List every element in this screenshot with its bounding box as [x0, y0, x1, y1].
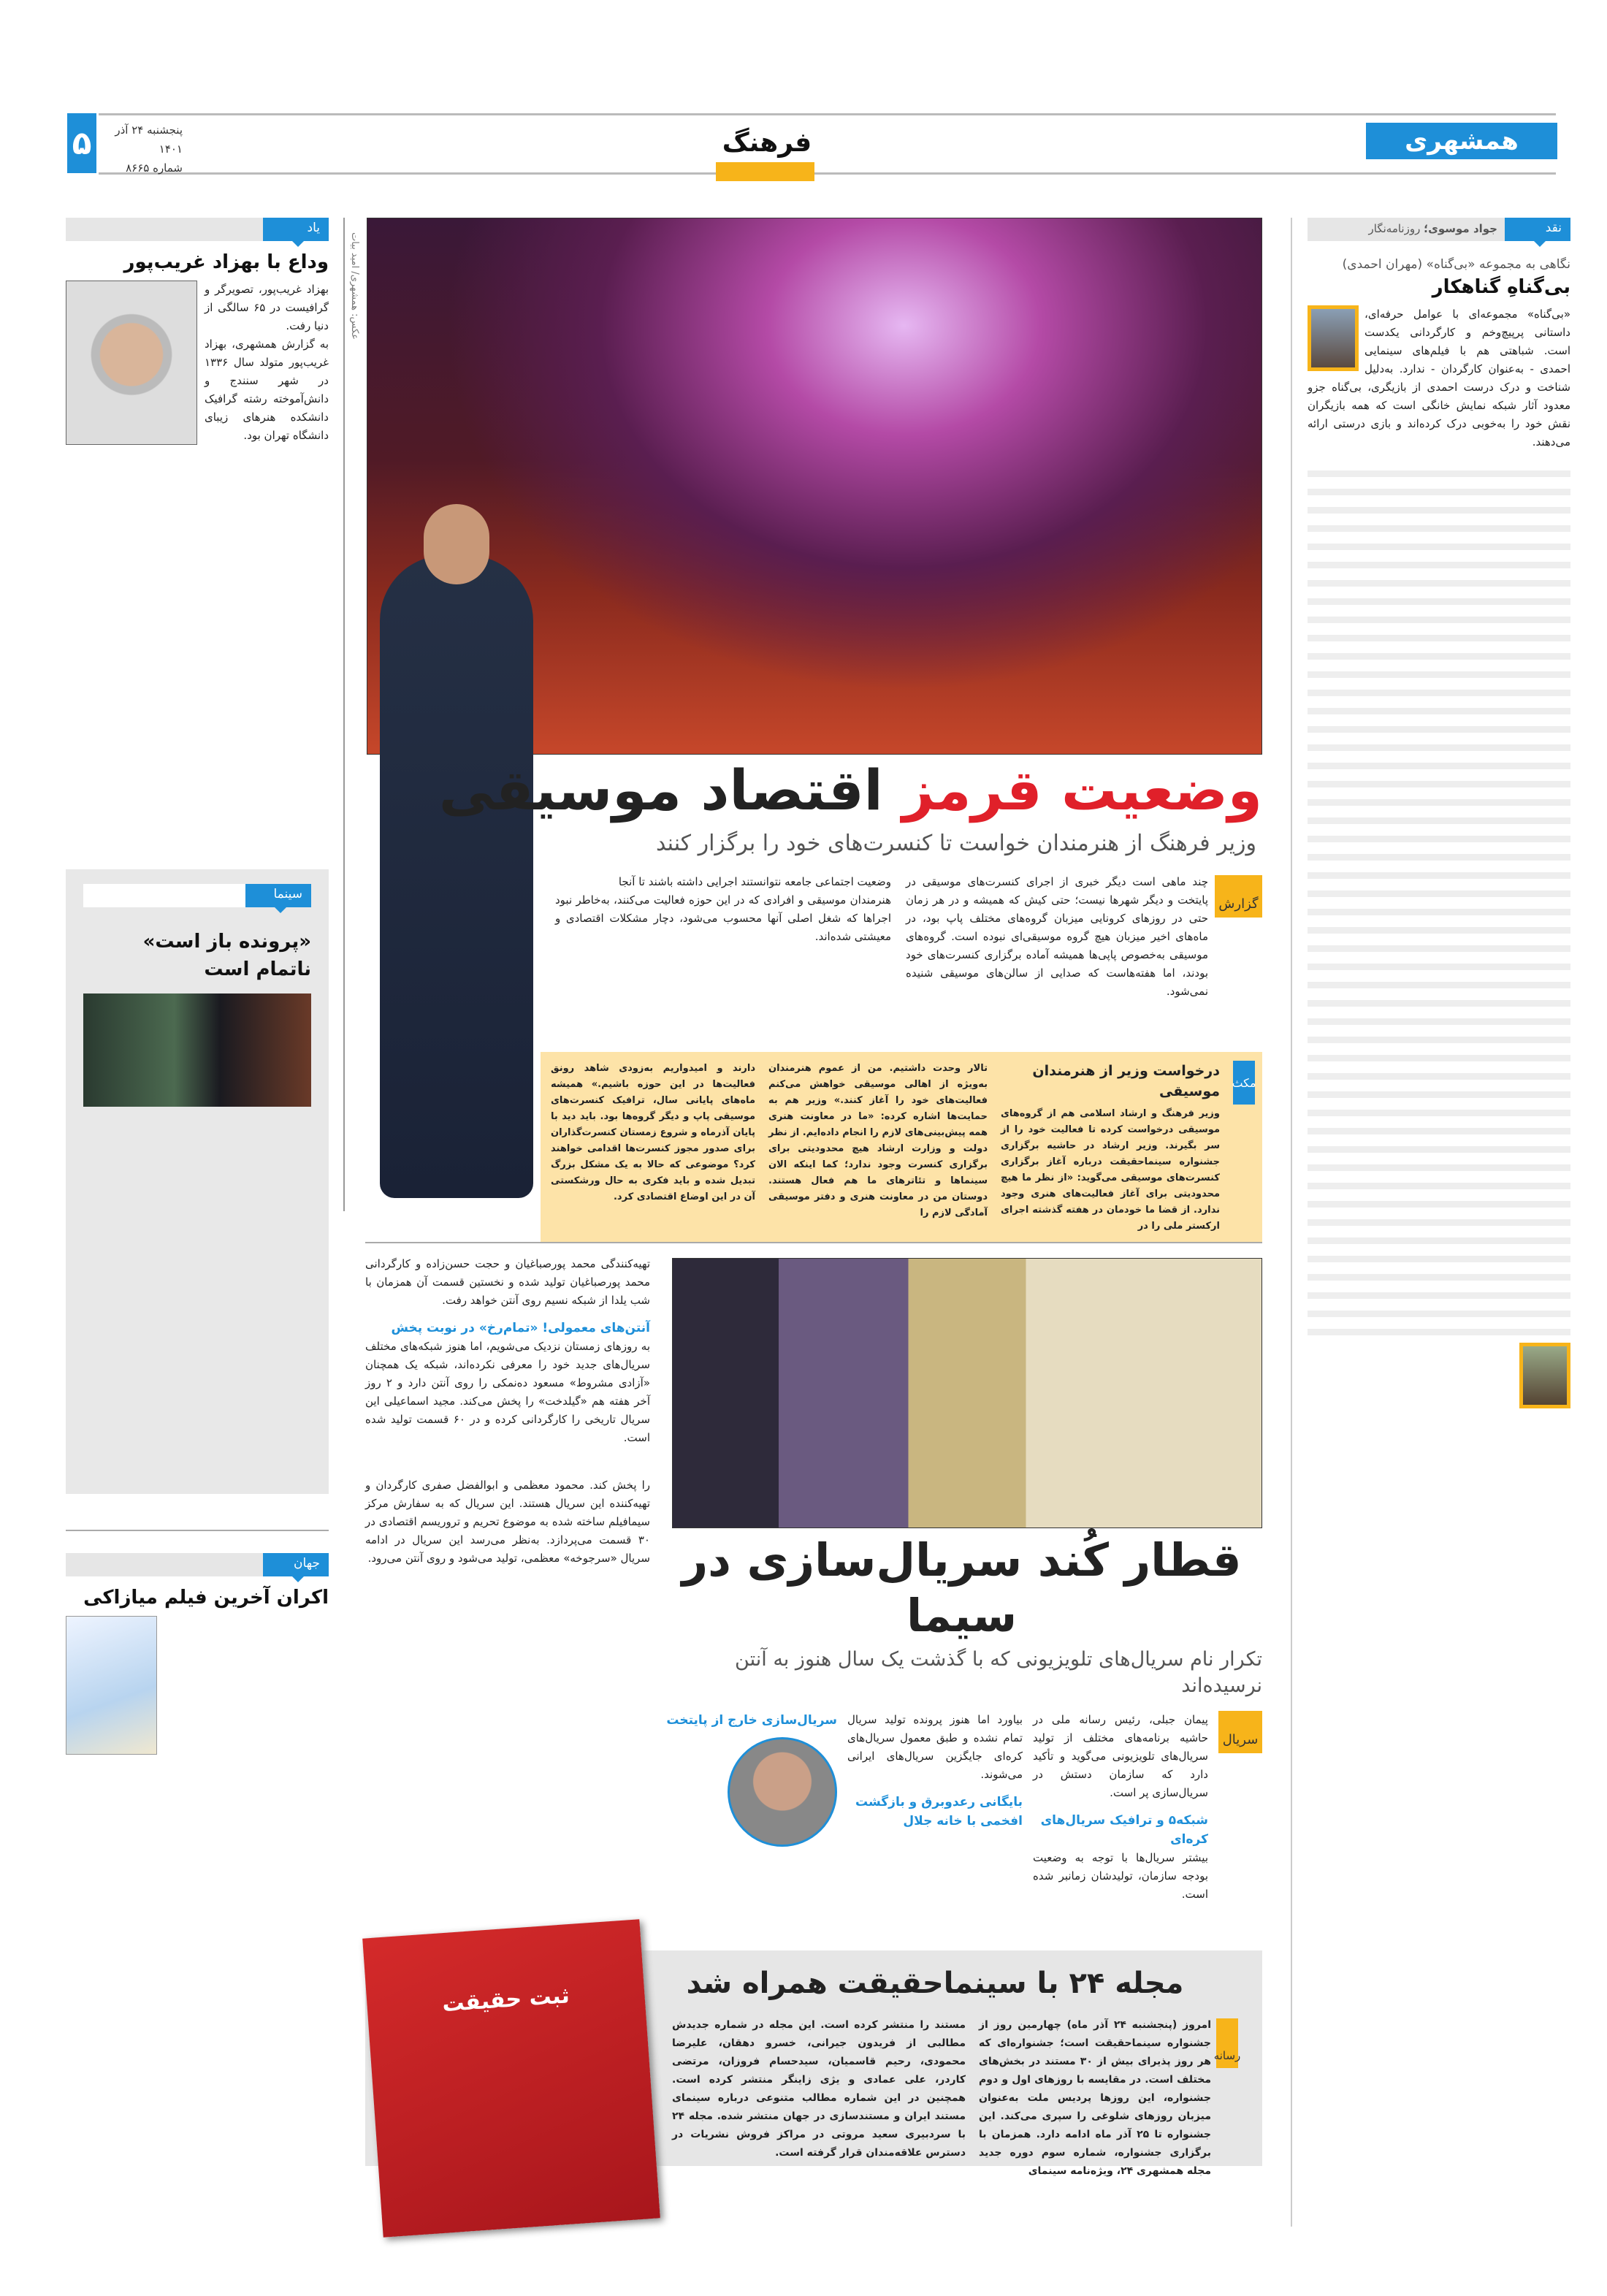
column-divider-left — [343, 218, 345, 1211]
header-rule-top — [99, 113, 1556, 115]
header-rule-bottom — [99, 172, 1556, 175]
headline-red: وضعیت قرمز — [902, 758, 1262, 823]
box-col-1: وزیر فرهنگ و ارشاد اسلامی هم از گروه‌های موسیقی درخواست کرده تا فعالیت خود را از سر بگیرند. وزیر ارشاد در حاشیه برگزاری جشنواره سینماحقیقت درباره آغاز برگزاری کنسرت‌های موسیقی می‌گوید: «از نظر ما هیچ محدودیتی برای آغاز فعالیت‌های هنری وجود ندارد. از قضا ما خودمان در هفته گذشته اجرای ارکستر ملی را در — [1001, 1108, 1220, 1232]
serial-subtitle: تکرار نام سریال‌های تلویزیونی که با گذشت یک سال هنوز به آنتن نرسیده‌اند — [735, 1648, 1262, 1697]
serial-right-col — [1033, 1711, 1208, 1904]
actor-photo — [1519, 1343, 1570, 1408]
magazine-cover — [362, 1919, 660, 2238]
serial-headline: قطار کُند سریال‌سازی در سیما — [682, 1533, 1242, 1642]
serial-left-p3: را پخش کند. محمود معظمی و ابوالفضل صفری کارگردان و تهیه‌کننده این سریال هستند. این سریال که به سفارش مرکز سیمافیلم ساخته شده به موضوع تحریم و تروریسم اقتصادی در ۳۰ قسمت می‌پردازد. به‌نظر می‌رسد این سریال در ادامه سریال «سرجوخه» معظمی، تولید می‌شود و روی آنتن می‌رود. — [365, 1479, 650, 1565]
byline-role: روزنامه‌نگار — [1368, 222, 1421, 235]
director-photo — [728, 1737, 837, 1847]
lead-col-2 — [555, 873, 891, 946]
obituary — [66, 218, 329, 445]
lead-p3: وضعیت اجتماعی جامعه نتوانستند اجرایی داشته باشند تا آنجا — [618, 875, 891, 888]
review-body-continued — [1308, 459, 1570, 1335]
serial-left-col — [365, 1255, 650, 1568]
author-photo — [1308, 305, 1359, 371]
serial-story — [661, 1533, 1262, 1904]
page-number: ۵ — [67, 113, 96, 173]
miyazaki-poster — [66, 1616, 157, 1755]
newspaper-logo: همشهری — [1366, 123, 1557, 159]
cinema-box — [66, 869, 329, 1494]
lead-subtitle: وزیر فرهنگ از هنرمندان خواست تا کنسرت‌های خود را برگزار کنند — [655, 831, 1256, 856]
review-kicker-bar — [1308, 218, 1570, 241]
photo-credit: عکس: همشهری/ امید بیات — [349, 232, 360, 340]
serial-photo — [672, 1258, 1262, 1528]
subhead-network5: شبکه۵ و ترافیک سریال‌های کره‌ای — [1040, 1813, 1208, 1847]
cinema-title: «پرونده باز است» ناتمام است — [142, 931, 311, 980]
obit-title: وداع با بهزاد غریب‌پور — [123, 251, 329, 273]
obit-kicker-bar — [66, 218, 329, 241]
issue-info — [102, 121, 183, 178]
world-kicker-bar — [66, 1553, 329, 1576]
byline — [1362, 218, 1505, 241]
lead-headline — [439, 754, 1262, 827]
cinema-kicker-bar — [83, 884, 311, 907]
box-title: درخواست وزیر از هنرمندان موسیقی — [1032, 1063, 1220, 1099]
cover-title: ثبت حقیقت — [441, 1983, 570, 2018]
column-divider-right — [1291, 218, 1292, 2227]
box-col-3: دارند و امیدواریم به‌زودی شاهد رونق فعالیت‌ها در این حوزه باشیم.» همیشه ماه‌های پایانی سال، ترافیک کنسرت‌های موسیقی پاپ و دیگر گروه‌ها بود. باید دید با پایان آذرماه و شروع زمستان کنسرت‌گذاران برای صدور مجوز کنسرت‌ها اقدامی خواهند کرد؟ موضوعی که حالا به یک مشکل بزرگ تبدیل شده و باید فکری به حال ورشکستی آن در این اوضاع اقتصادی کرد. — [551, 1063, 755, 1202]
world-title: اکران آخرین فیلم میازاکی — [83, 1587, 329, 1609]
story-divider — [365, 1242, 1262, 1243]
magazine-col-1: امروز (پنجشنبه ۲۴ آذر ماه) چهارمین روز از جشنواره سینماحقیقت است؛ جشنواره‌ای که هر روز پذیرای بیش از ۳۰ مستند در بخش‌های مختلف است. در مقایسه با روزهای اول و دوم جشنواره، این روزها پردیس ملت به‌عنوان میزبان روزهای شلوغی را سپری می‌کند. این جشنواره تا ۲۵ آذر ماه ادامه دارد. همزمان با برگزاری جشنواره، شماره سوم دوره جدید مجله همشهری ۲۴، ویژه‌نامه سینمای — [979, 2019, 1212, 2177]
serial-columns — [661, 1711, 1262, 1904]
report-tag: گزارش — [1215, 875, 1262, 918]
magazine-headline: مجله ۲۴ با سینماحقیقت همراه شد — [686, 1967, 1184, 2000]
minister-head — [424, 504, 489, 584]
cinema-photo — [83, 993, 311, 1107]
serial-tag: سریال — [1218, 1711, 1262, 1753]
issue-date: پنجشنبه ۲۴ آذر ۱۴۰۱ — [115, 123, 183, 156]
sidebar-box — [541, 1052, 1262, 1243]
review-body: «بی‌گناه» مجموعه‌ای با عوامل حرفه‌ای، داستانی پرپیچ‌وخم و کارگردانی یکدست است. شباهتی هم با فیلم‌های سینمایی احمدی - به‌عنوان کارگردان - ندارد. به‌دلیل شناخت و درک درست احمدی از بازیگری، بی‌گناه جزو معدود آثار شبکه نمایش خانگی است که همه بازیگران نقش خود را به‌خوبی درک کرده‌اند و بازی درستی ارائه می‌دهند. — [1308, 308, 1570, 449]
byline-name: جواد موسوی؛ — [1424, 222, 1497, 235]
serial-left-p2: به روزهای زمستان نزدیک می‌شویم، اما هنوز شبکه‌های مختلف سریال‌های جدید خود را معرفی نکرده‌اند، شبکه یک همچنان «آزادی مشروط» مسعود ده‌نمکی را روی آنتن دارد و ۲ روز آخر هفته هم «گیلدخت» را پخش می‌کند. مجید اسماعیلی این سریال تاریخی را کارگردانی کرده و در ۶۰ قسمت تولید شده است. — [365, 1340, 651, 1444]
magazine-tag: رسانه — [1216, 2018, 1238, 2068]
lead-p2: هنرمندان موسیقی و افرادی که در این حوزه فعالیت می‌کنند، به‌خاطر نبود اجراها که شغل اصلی آنها محسوب می‌شود، دچار مشکلات اقتصادی و معیشتی شده‌اند. — [555, 893, 891, 943]
review-kicker: نگاهی به مجموعه «بی‌گناه» (مهران احمدی) — [1342, 257, 1570, 272]
world-article — [66, 1553, 329, 1755]
subhead-outside: سریال‌سازی خارج از پایتخت — [666, 1713, 837, 1728]
headline-black: اقتصاد موسیقی — [438, 758, 883, 823]
box-col-2: تالار وحدت داشتیم. من از عموم هنرمندان به‌ویژه از اهالی موسیقی خواهش می‌کنم فعالیت‌های خود را آغاز کنند.» وزیر هم به حمایت‌ها اشاره کرده: «ما در معاونت هنری همه پیش‌بینی‌های لازم را انجام داده‌ایم. از نظر دولت و وزارت ارشاد هیچ محدودیتی برای برگزاری کنسرت وجود ندارد؛ کما اینکه الان سینماها و تئاترهای ما هم فعال هستند. دوستان من در معاونت هنری و دفتر موسیقی آمادگی لازم را — [768, 1063, 988, 1218]
review-article — [1308, 218, 1570, 1408]
minister-figure — [380, 555, 533, 1198]
lead-col-1 — [906, 873, 1208, 1001]
box-col-1-wrap — [1001, 1061, 1220, 1235]
obit-lead: بهزاد غریب‌پور، تصویرگر و گرافیست در ۶۵ سالگی از دنیا رفت. — [205, 283, 329, 332]
lead-p1: چند ماهی است دیگر خبری از اجرای کنسرت‌های موسیقی در پایتخت و دیگر شهرها نیست؛ حتی کیش که همیشه و در هر زمان حتی در روزهای کرونایی میزبان گروه‌های مختلف پاپ بود، در ماه‌های اخیر میزبان هیچ گروه موسیقی‌ای نبوده است. گروه‌های موسیقی به‌خصوص پاپی‌ها همیشه آماده برگزاری کنسرت‌های خود بودند، اما هفته‌هاست که صدایی از سالن‌های موسیقی شنیده نمی‌شود. — [906, 875, 1208, 998]
review-tag: نقد — [1505, 218, 1570, 241]
subhead-antenna: آنتن‌های معمولی! «تمام‌رخ» در نوبت پخش — [391, 1321, 650, 1335]
obit-tag: یاد — [263, 218, 329, 241]
serial-intro: پیمان جبلی، رئیس رسانه ملی در حاشیه برنامه‌های مختلف از تولید سریال‌های تلویزیونی می‌گوید و تأکید دارد که سازمان دستش در سریال‌سازی پر است. — [1033, 1713, 1208, 1799]
obit-body: به گزارش همشهری، بهزاد غریب‌پور متولد سال ۱۳۳۶ در شهر سنندج و دانش‌آموخته رشته گرافیک دانشکده هنرهای زیبای دانشگاه تهران بود. — [205, 337, 329, 442]
serial-left-p1: تهیه‌کنندگی محمد پورصباغیان و حجت حسن‌زاده و کارگردانی محمد پورصباغیان تولید شده و نخستین قسمت آن همزمان با شب یلدا از شبکه نسیم روی آنتن خواهد رفت. — [365, 1257, 650, 1307]
review-title: بی‌گناهِ گناهکار — [1432, 276, 1570, 298]
serial-mid-p1: بیاورد اما هنوز پرونده تولید سریال تمام نشده و طبق معمول سریال‌های کره‌ای جایگزین سریال‌های ایرانی می‌شوند. — [847, 1713, 1023, 1781]
cinema-tag: سینما — [245, 884, 311, 907]
gharibpour-photo — [66, 281, 197, 445]
subhead-archive: بایگانی رعدوبرق و بازگشت افخمی با خانه جلال — [855, 1795, 1023, 1828]
left-divider — [66, 1530, 329, 1531]
world-tag: جهان — [263, 1553, 329, 1576]
issue-number: شماره ۸۶۶۵ — [126, 161, 183, 175]
section-bar — [716, 162, 814, 181]
serial-right-p2: بیشتر سریال‌ها با توجه به وضعیت بودجه سازمان، تولیدشان زمانبر شده است. — [1033, 1851, 1208, 1901]
section-title: فرهنگ — [722, 128, 812, 158]
magazine-col-2: مستند را منتشر کرده است. این مجله در شماره جدیدش مطالبی از فریدون جیرانی، خسرو دهقان، علیرضا محمودی، رحیم قاسمیان، سیدحسام فروزان، مرتضی کاردر، علی عمادی و یژی زاینگر منتشر کرده است. همچنین در این شماره مطالب متنوعی درباره سینمای مستند ایران و مستندسازی در جهان منتشر شده. مجله ۲۴ با سردبیری سعید مروتی در مراکز فروش نشریات در دسترس علاقه‌مندان قرار گرفته است. — [672, 2019, 966, 2159]
serial-mid-col — [847, 1711, 1023, 1831]
box-tag: مکث — [1233, 1061, 1255, 1105]
serial-outside-col — [661, 1711, 837, 1847]
